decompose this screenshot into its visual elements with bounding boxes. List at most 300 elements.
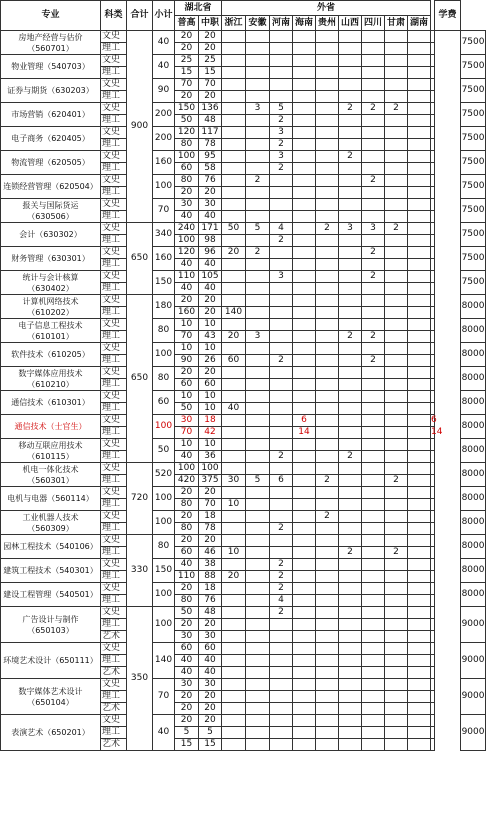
category-cell: 理工 — [101, 547, 127, 559]
count-cell: 20 — [175, 715, 199, 727]
major-subtotal: 100 — [153, 415, 175, 439]
count-cell: 70 — [175, 331, 199, 343]
table-row — [1, 343, 486, 355]
category-cell: 文史 — [101, 103, 127, 115]
quota-cell — [270, 259, 293, 271]
count-cell: 30 — [175, 199, 199, 211]
quota-cell: 3 — [270, 127, 293, 139]
quota-cell — [385, 487, 408, 499]
quota-cell — [222, 655, 246, 667]
quota-cell — [339, 211, 362, 223]
quota-cell — [270, 667, 293, 679]
quota-cell — [246, 163, 270, 175]
major-subtotal: 100 — [153, 511, 175, 535]
quota-cell — [316, 523, 339, 535]
quota-cell — [222, 703, 246, 715]
quota-cell — [431, 79, 435, 91]
quota-cell — [246, 451, 270, 463]
category-cell: 理工 — [101, 595, 127, 607]
quota-cell — [293, 151, 316, 163]
quota-cell — [385, 343, 408, 355]
quota-cell — [385, 211, 408, 223]
column-gap — [435, 31, 461, 751]
quota-cell — [385, 631, 408, 643]
quota-cell — [293, 559, 316, 571]
quota-cell — [293, 703, 316, 715]
quota-cell — [246, 91, 270, 103]
quota-cell — [408, 355, 431, 367]
quota-cell — [408, 523, 431, 535]
quota-cell — [362, 139, 385, 151]
quota-cell — [408, 307, 431, 319]
quota-cell — [431, 451, 435, 463]
tuition-fee: 8000 — [461, 487, 486, 511]
quota-cell — [362, 91, 385, 103]
quota-cell: 4 — [270, 595, 293, 607]
quota-cell — [339, 187, 362, 199]
quota-cell — [339, 631, 362, 643]
category-cell: 文史 — [101, 583, 127, 595]
quota-cell — [222, 343, 246, 355]
quota-cell: 60 — [222, 355, 246, 367]
major-subtotal: 50 — [153, 439, 175, 463]
quota-cell — [385, 31, 408, 43]
quota-cell — [293, 115, 316, 127]
quota-cell — [316, 427, 339, 439]
major-name: 物业管理（540703） — [1, 55, 101, 79]
quota-cell — [339, 583, 362, 595]
quota-cell — [270, 283, 293, 295]
category-cell: 理工 — [101, 571, 127, 583]
quota-cell — [246, 187, 270, 199]
category-cell: 文史 — [101, 535, 127, 547]
count-cell: 30 — [175, 679, 199, 691]
quota-cell — [246, 79, 270, 91]
major-subtotal: 160 — [153, 247, 175, 271]
count-cell: 60 — [175, 643, 199, 655]
quota-cell — [431, 655, 435, 667]
quota-cell — [362, 439, 385, 451]
major-name: 会计（630302） — [1, 223, 101, 247]
quota-cell — [362, 115, 385, 127]
quota-cell — [408, 67, 431, 79]
major-subtotal: 140 — [153, 643, 175, 679]
quota-cell — [385, 307, 408, 319]
tuition-fee: 8000 — [461, 295, 486, 319]
major-name: 证券与期货（630203） — [1, 79, 101, 103]
count-cell: 40 — [175, 283, 199, 295]
header-outside: 外省 — [222, 1, 431, 16]
quota-cell — [293, 175, 316, 187]
category-cell: 理工 — [101, 691, 127, 703]
quota-cell: 15 — [199, 739, 222, 751]
count-cell: 50 — [175, 115, 199, 127]
quota-cell: 171 — [199, 223, 222, 235]
quota-cell: 136 — [199, 103, 222, 115]
category-cell: 理工 — [101, 619, 127, 631]
quota-cell — [431, 499, 435, 511]
quota-cell: 20 — [199, 295, 222, 307]
count-cell: 80 — [175, 523, 199, 535]
tuition-fee: 7500 — [461, 31, 486, 55]
quota-cell — [339, 415, 362, 427]
tuition-fee: 9000 — [461, 715, 486, 751]
group-total: 900 — [127, 31, 153, 223]
group-total: 650 — [127, 223, 153, 295]
quota-cell — [293, 499, 316, 511]
quota-cell — [222, 79, 246, 91]
quota-cell — [362, 475, 385, 487]
quota-cell — [246, 391, 270, 403]
count-cell: 20 — [175, 703, 199, 715]
header-col: 河南 — [270, 16, 293, 31]
quota-cell — [431, 127, 435, 139]
quota-cell — [385, 463, 408, 475]
count-cell: 150 — [175, 103, 199, 115]
quota-cell: 40 — [199, 211, 222, 223]
quota-cell — [246, 379, 270, 391]
tuition-fee: 8000 — [461, 511, 486, 535]
header-col: 海南 — [293, 16, 316, 31]
quota-cell — [316, 499, 339, 511]
quota-cell — [431, 595, 435, 607]
quota-cell — [362, 643, 385, 655]
category-cell: 文史 — [101, 31, 127, 43]
tuition-fee: 7500 — [461, 247, 486, 271]
quota-cell — [293, 655, 316, 667]
quota-cell — [293, 235, 316, 247]
quota-cell: 2 — [270, 607, 293, 619]
quota-cell — [431, 559, 435, 571]
quota-cell — [431, 511, 435, 523]
quota-cell — [339, 91, 362, 103]
quota-cell: 3 — [270, 271, 293, 283]
quota-cell — [339, 559, 362, 571]
quota-cell — [222, 283, 246, 295]
quota-cell: 30 — [199, 679, 222, 691]
quota-cell — [339, 703, 362, 715]
quota-cell — [408, 547, 431, 559]
quota-cell — [362, 199, 385, 211]
quota-cell — [431, 523, 435, 535]
quota-cell: 60 — [199, 379, 222, 391]
quota-cell — [222, 319, 246, 331]
quota-cell — [362, 451, 385, 463]
quota-cell: 2 — [270, 583, 293, 595]
count-cell: 40 — [175, 451, 199, 463]
quota-cell — [270, 67, 293, 79]
quota-cell: 3 — [339, 223, 362, 235]
quota-cell — [246, 499, 270, 511]
count-cell: 20 — [175, 91, 199, 103]
quota-cell — [316, 79, 339, 91]
quota-cell — [431, 439, 435, 451]
quota-cell — [339, 343, 362, 355]
quota-cell — [408, 343, 431, 355]
count-cell: 40 — [175, 559, 199, 571]
quota-cell — [316, 403, 339, 415]
quota-cell — [222, 439, 246, 451]
header-col: 甘肃 — [385, 16, 408, 31]
category-cell: 文史 — [101, 391, 127, 403]
quota-cell — [293, 139, 316, 151]
quota-cell — [246, 571, 270, 583]
quota-cell: 20 — [199, 367, 222, 379]
quota-cell — [222, 451, 246, 463]
quota-cell — [408, 511, 431, 523]
quota-cell — [385, 667, 408, 679]
quota-cell — [293, 319, 316, 331]
quota-cell — [385, 415, 408, 427]
quota-cell — [385, 55, 408, 67]
quota-cell: 20 — [199, 619, 222, 631]
quota-cell — [431, 403, 435, 415]
quota-cell — [316, 271, 339, 283]
quota-cell — [246, 715, 270, 727]
quota-cell — [222, 523, 246, 535]
table-row — [1, 199, 486, 211]
quota-cell — [339, 427, 362, 439]
quota-cell: 50 — [222, 223, 246, 235]
quota-cell — [431, 307, 435, 319]
quota-cell: 88 — [199, 571, 222, 583]
header-col: 浙江 — [222, 16, 246, 31]
quota-cell — [316, 67, 339, 79]
quota-cell: 20 — [199, 31, 222, 43]
quota-cell — [408, 463, 431, 475]
quota-cell — [408, 715, 431, 727]
quota-cell: 70 — [199, 499, 222, 511]
quota-cell: 58 — [199, 163, 222, 175]
quota-cell: 40 — [199, 259, 222, 271]
quota-cell — [246, 211, 270, 223]
quota-cell — [408, 319, 431, 331]
major-subtotal: 100 — [153, 607, 175, 643]
quota-cell — [222, 151, 246, 163]
tuition-fee: 7500 — [461, 175, 486, 199]
quota-cell: 5 — [270, 103, 293, 115]
count-cell: 120 — [175, 127, 199, 139]
category-cell: 理工 — [101, 655, 127, 667]
quota-cell — [385, 235, 408, 247]
quota-cell — [408, 439, 431, 451]
quota-cell — [316, 415, 339, 427]
category-cell: 理工 — [101, 187, 127, 199]
quota-cell: 5 — [246, 475, 270, 487]
table-row — [1, 319, 486, 331]
major-subtotal: 70 — [153, 199, 175, 223]
quota-cell — [270, 499, 293, 511]
quota-cell — [293, 127, 316, 139]
quota-cell — [222, 727, 246, 739]
quota-cell — [293, 295, 316, 307]
quota-cell — [431, 235, 435, 247]
quota-cell — [293, 55, 316, 67]
quota-cell — [431, 667, 435, 679]
category-cell: 理工 — [101, 427, 127, 439]
quota-cell — [270, 439, 293, 451]
quota-cell — [293, 103, 316, 115]
tuition-fee: 8000 — [461, 559, 486, 583]
quota-cell — [385, 535, 408, 547]
quota-cell — [362, 187, 385, 199]
quota-cell: 2 — [270, 235, 293, 247]
tuition-fee: 8000 — [461, 583, 486, 607]
quota-cell: 48 — [199, 607, 222, 619]
quota-cell — [270, 679, 293, 691]
major-name: 数字媒体艺术设计（650104） — [1, 679, 101, 715]
major-name: 软件技术（610205） — [1, 343, 101, 367]
quota-cell — [246, 703, 270, 715]
quota-cell — [246, 403, 270, 415]
major-subtotal: 150 — [153, 271, 175, 295]
category-cell: 理工 — [101, 91, 127, 103]
quota-cell — [408, 43, 431, 55]
quota-cell — [222, 43, 246, 55]
quota-cell — [362, 691, 385, 703]
quota-cell — [293, 187, 316, 199]
count-cell: 10 — [175, 343, 199, 355]
table-row — [1, 715, 486, 727]
quota-cell — [222, 535, 246, 547]
quota-cell — [316, 103, 339, 115]
category-cell: 理工 — [101, 727, 127, 739]
quota-cell — [339, 79, 362, 91]
quota-cell: 2 — [362, 271, 385, 283]
count-cell: 90 — [175, 355, 199, 367]
quota-cell — [293, 331, 316, 343]
quota-cell — [246, 667, 270, 679]
major-name: 园林工程技术（540106） — [1, 535, 101, 559]
quota-cell — [408, 31, 431, 43]
quota-cell — [316, 367, 339, 379]
quota-cell: 10 — [199, 403, 222, 415]
major-subtotal: 100 — [153, 175, 175, 199]
quota-cell — [408, 271, 431, 283]
count-cell: 20 — [175, 487, 199, 499]
quota-cell — [316, 547, 339, 559]
quota-cell: 18 — [199, 415, 222, 427]
quota-cell — [222, 139, 246, 151]
major-subtotal: 150 — [153, 559, 175, 583]
tuition-fee: 7500 — [461, 151, 486, 175]
table-row — [1, 271, 486, 283]
quota-cell — [408, 175, 431, 187]
quota-cell — [316, 151, 339, 163]
quota-cell — [385, 583, 408, 595]
table-row — [1, 223, 486, 235]
quota-cell — [293, 523, 316, 535]
count-cell: 20 — [175, 535, 199, 547]
category-cell: 文史 — [101, 127, 127, 139]
quota-cell — [293, 307, 316, 319]
quota-cell — [431, 139, 435, 151]
quota-cell — [385, 691, 408, 703]
quota-cell — [270, 247, 293, 259]
quota-cell: 5 — [199, 727, 222, 739]
quota-cell — [270, 739, 293, 751]
quota-cell — [293, 43, 316, 55]
quota-cell — [270, 91, 293, 103]
header-col: 山西 — [339, 16, 362, 31]
quota-cell: 10 — [199, 343, 222, 355]
quota-cell — [362, 619, 385, 631]
quota-cell — [431, 643, 435, 655]
quota-cell: 2 — [246, 175, 270, 187]
quota-cell — [408, 247, 431, 259]
quota-cell — [316, 607, 339, 619]
count-cell: 80 — [175, 499, 199, 511]
header-category: 科类 — [101, 1, 127, 31]
quota-cell: 2 — [339, 451, 362, 463]
quota-cell — [385, 499, 408, 511]
table-row — [1, 127, 486, 139]
quota-cell — [408, 127, 431, 139]
table-row — [1, 79, 486, 91]
quota-cell — [270, 343, 293, 355]
quota-cell — [431, 259, 435, 271]
quota-cell: 2 — [339, 331, 362, 343]
quota-cell — [293, 535, 316, 547]
quota-cell: 6 — [431, 415, 437, 425]
quota-cell — [431, 607, 435, 619]
quota-cell — [431, 367, 435, 379]
major-subtotal: 90 — [153, 79, 175, 103]
quota-cell — [362, 667, 385, 679]
quota-cell — [385, 655, 408, 667]
quota-cell: 5 — [246, 223, 270, 235]
quota-cell — [431, 163, 435, 175]
quota-cell: 2 — [339, 547, 362, 559]
quota-cell: 3 — [246, 103, 270, 115]
category-cell: 理工 — [101, 235, 127, 247]
quota-cell: 70 — [199, 79, 222, 91]
quota-cell — [293, 571, 316, 583]
quota-cell — [293, 163, 316, 175]
quota-cell — [316, 307, 339, 319]
quota-cell — [246, 319, 270, 331]
quota-cell — [316, 619, 339, 631]
quota-cell — [385, 379, 408, 391]
quota-cell — [316, 667, 339, 679]
count-cell: 20 — [175, 31, 199, 43]
quota-cell — [385, 175, 408, 187]
category-cell: 文史 — [101, 463, 127, 475]
quota-cell — [385, 271, 408, 283]
quota-cell — [339, 247, 362, 259]
quota-cell — [293, 223, 316, 235]
quota-cell — [339, 643, 362, 655]
quota-cell: 2 — [362, 331, 385, 343]
quota-cell — [246, 307, 270, 319]
quota-cell — [431, 331, 435, 343]
quota-cell — [431, 355, 435, 367]
quota-cell — [362, 307, 385, 319]
quota-cell — [362, 391, 385, 403]
quota-cell — [246, 283, 270, 295]
quota-cell — [246, 415, 270, 427]
quota-cell — [408, 691, 431, 703]
quota-cell — [293, 31, 316, 43]
tuition-fee: 7500 — [461, 55, 486, 79]
quota-cell — [270, 655, 293, 667]
quota-cell — [293, 91, 316, 103]
table-row — [1, 391, 486, 403]
tuition-fee: 9000 — [461, 679, 486, 715]
quota-cell — [431, 739, 435, 751]
quota-cell: 30 — [222, 475, 246, 487]
quota-cell — [362, 151, 385, 163]
